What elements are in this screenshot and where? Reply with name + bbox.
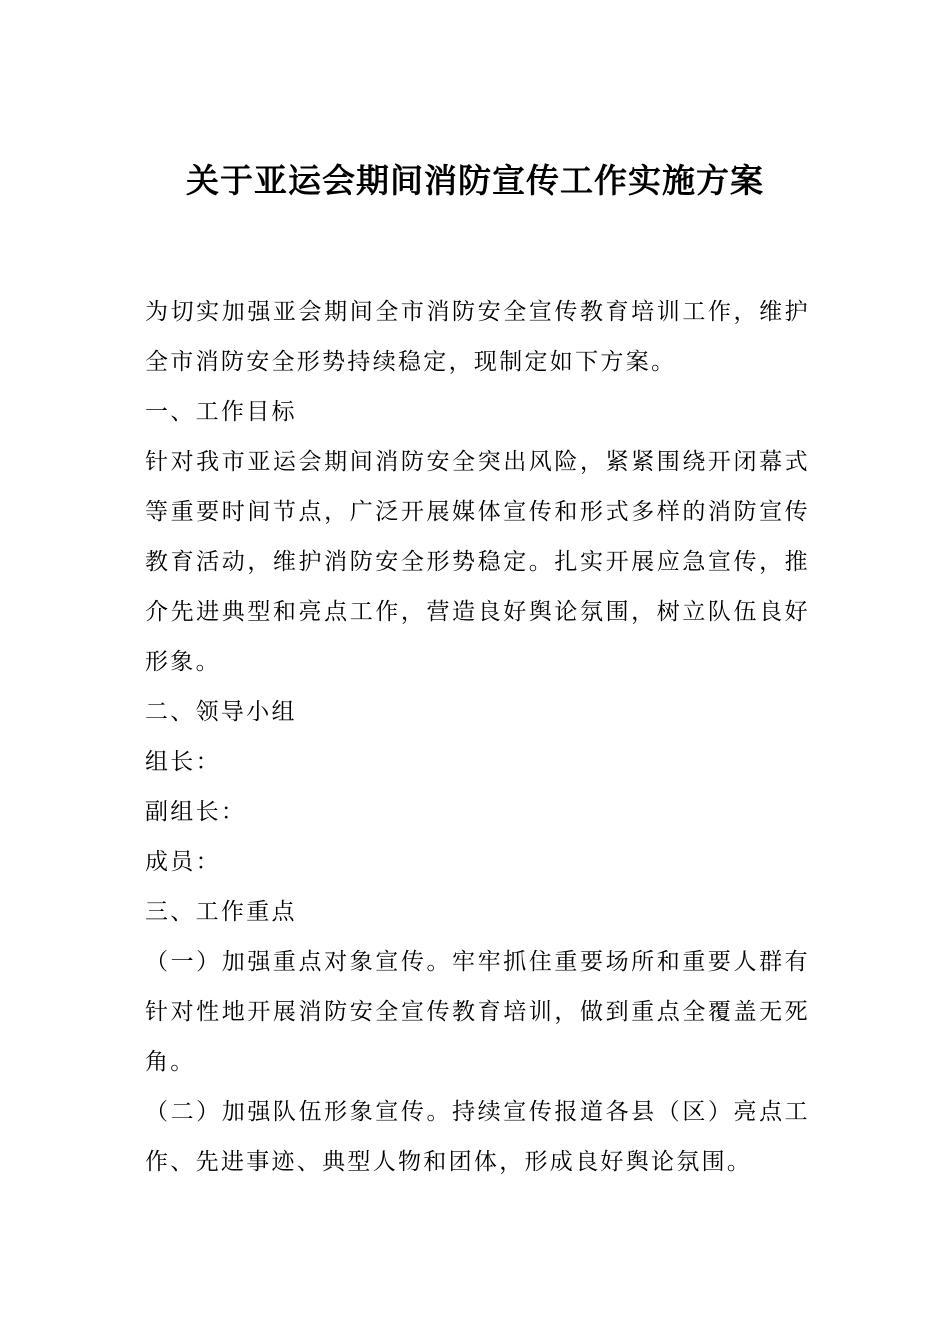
deputy-leader-line: 副组长： (145, 799, 247, 825)
priority-item-2: （二）加强队伍形象宣传。持续宣传报道各县（区）亮点工作、先进事迹、典型人物和团体，形成良好舆论氛围。 (145, 1099, 810, 1175)
intro-paragraph: 为切实加强亚会期间全市消防安全宣传教育培训工作，维护全市消防安全形势持续稳定，现制定如下方案。 (145, 299, 810, 375)
document-title: 关于亚运会期间消防宣传工作实施方案 (186, 161, 764, 200)
goals-paragraph: 针对我市亚运会期间消防安全突出风险，紧紧围绕开闭幕式等重要时间节点，广泛开展媒体宣传和形式多样的消防宣传教育活动，维护消防安全形势稳定。扎实开展应急宣传，推介先进典型和亮点工作，营造良好舆论氛围，树立队伍良好形象。 (145, 449, 810, 675)
priority-item-1: （一）加强重点对象宣传。牢牢抓住重要场所和重要人群有针对性地开展消防安全宣传教育培训，做到重点全覆盖无死角。 (145, 949, 810, 1075)
section-heading-goals: 一、工作目标 (145, 399, 297, 425)
section-heading-priorities: 三、工作重点 (145, 899, 297, 925)
leader-line: 组长： (145, 749, 221, 775)
section-heading-leadership: 二、领导小组 (145, 699, 297, 725)
members-line: 成员： (145, 849, 221, 875)
document-body (145, 287, 810, 1187)
